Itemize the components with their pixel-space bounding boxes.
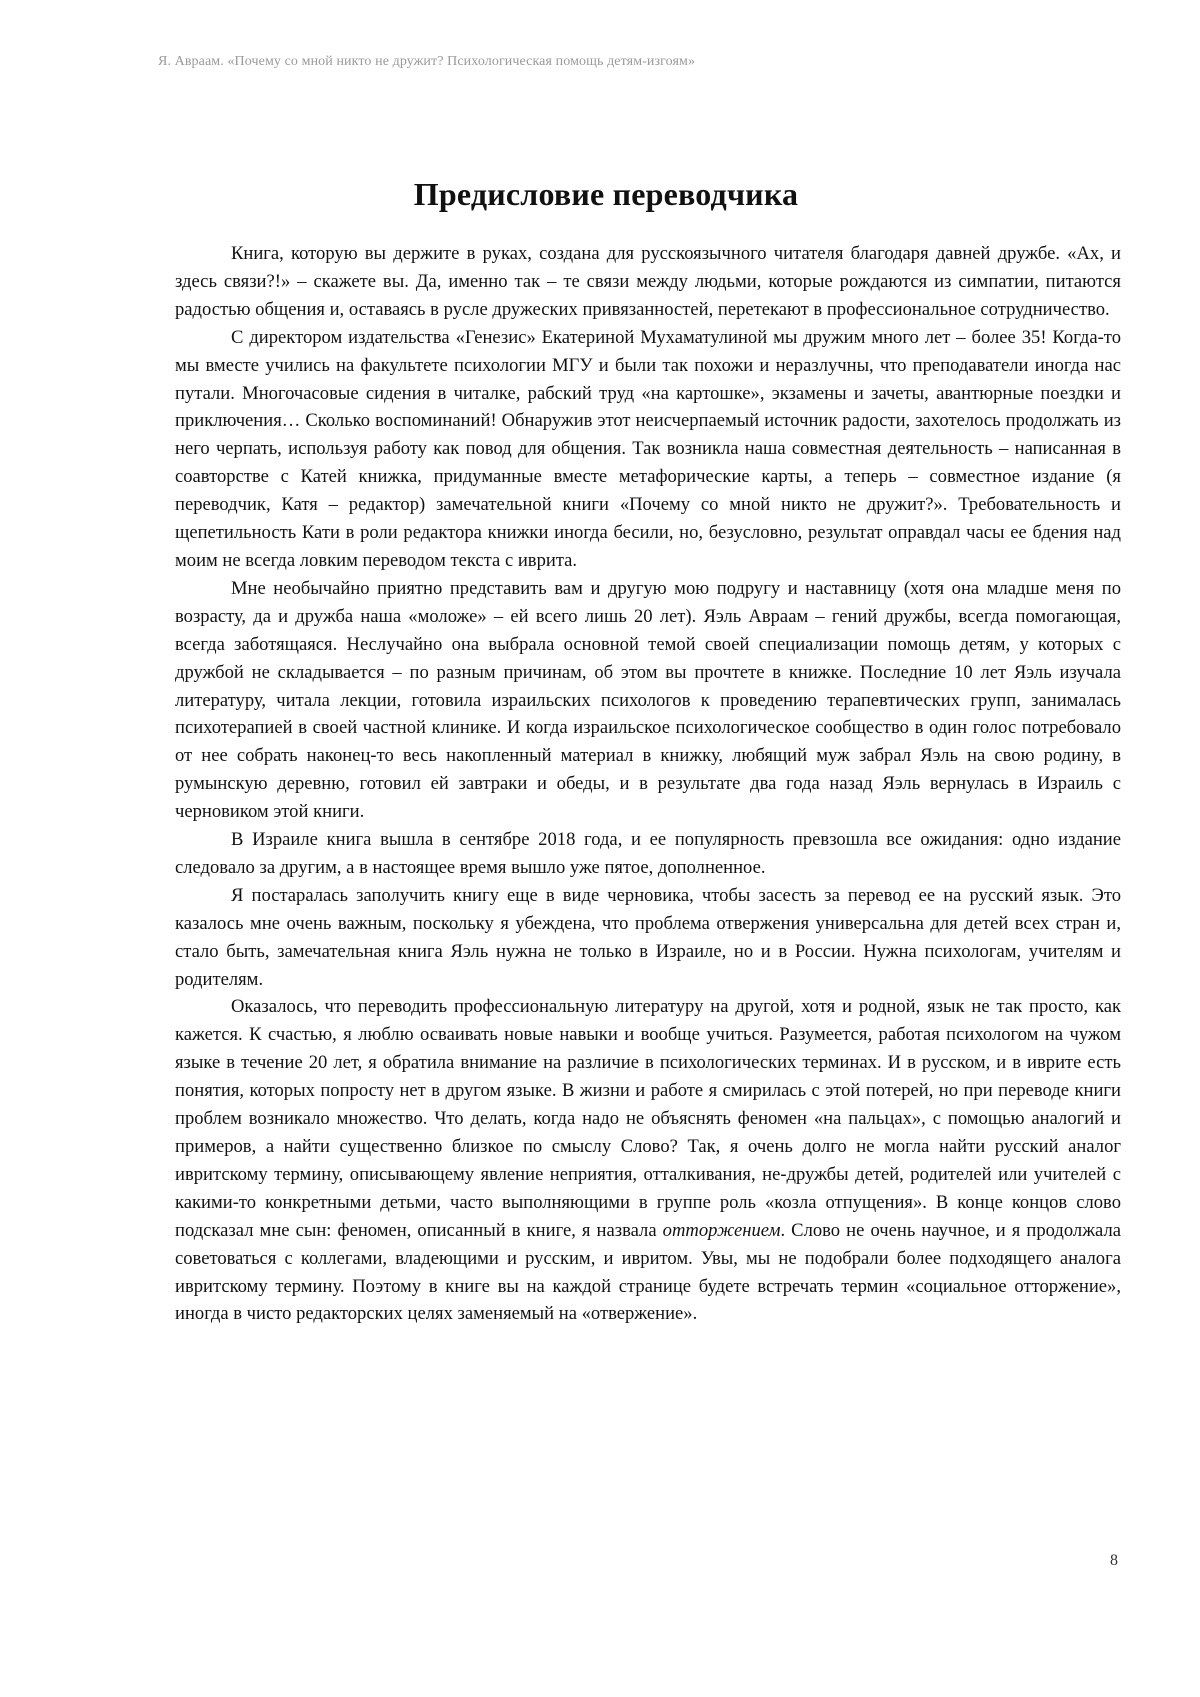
paragraph-3: Мне необычайно приятно представить вам и другую мою подругу и наставницу (хотя она младше меня по возрасту, да и дружба наша «моложе» – ей всего лишь 20 лет). Яэль Авраам – гений дружбы, всегда помогающая, всегда заботящаяся. Неслучайно она выбрала основной темой своей специализации помощь детям, у которых с дружбой не складывается – по разным причинам, об этом вы прочтете в книжке. Последние 10 лет Яэль изучала литературу, читала лекции, готовила израильских психологов к проведению терапевтических групп, занималась психотерапией в своей частной клинике. И когда израильское психологическое сообщество в один голос потребовало от нее собрать наконец-то весь накопленный материал в книжку, любящий муж забрал Яэль на свою родину, в румынскую деревню, готовил ей завтраки и обеды, и в результате два года назад Яэль вернулась в Израиль с черновиком этой книги.: [175, 577, 1121, 823]
body-text: [175, 240, 1121, 1328]
paragraph-5: Я постаралась заполучить книгу еще в виде черновика, чтобы засесть за перевод ее на русский язык. Это казалось мне очень важным, поскольку я убеждена, что проблема отвержения универсальна для детей всех стран и, стало быть, замечательная книга Яэль нужна не только в Израиле, но и в России. Нужна психологам, учителям и родителям.: [175, 884, 1121, 990]
paragraph-6-emphasis: отторжением: [662, 1219, 781, 1241]
page-number: 8: [1110, 1552, 1118, 1569]
page-title: Предисловие переводчика: [413, 176, 799, 212]
paragraph-4: В Израиле книга вышла в сентябре 2018 года, и ее популярность превзошла все ожидания: одно издание следовало за другим, а в настоящее время вышло уже пятое, дополненное.: [175, 829, 1121, 878]
paragraph-1: Книга, которую вы держите в руках, создана для русскоязычного читателя благодаря давней дружбе. «Ах, и здесь связи?!» – скажете вы. Да, именно так – те связи между людьми, которые рождаются из симпатии, питаются радостью общения и, оставаясь в русле дружеских привязанностей, перетекают в профессиональное сотрудничество.: [175, 243, 1121, 320]
paragraph-2: С директором издательства «Генезис» Екатериной Мухаматулиной мы дружим много лет – более 35! Когда-то мы вместе учились на факультете психологии МГУ и были так похожи и неразлучны, что преподаватели иногда нас путали. Многочасовые сидения в читалке, рабский труд «на картошке», экзамены и зачеты, авантюрные поездки и приключения… Сколько воспоминаний! Обнаружив этот неисчерпаемый источник радости, захотелось продолжать из него черпать, используя работу как повод для общения. Так возникла наша совместная деятельность – написанная в соавторстве с Катей книжка, придуманные вместе метафорические карты, а теперь – совместное издание (я переводчик, Катя – редактор) замечательной книги «Почему со мной никто не дружит?». Требовательность и щепетильность Кати в роли редактора книжки иногда бесили, но, безусловно, результат оправдал часы ее бдения над моим не всегда ловким переводом текста с иврита.: [175, 326, 1121, 571]
running-header: Я. Авраам. «Почему со мной никто не дружит? Психологическая помощь детям-изгоям»: [158, 54, 696, 69]
paragraph-6: [175, 993, 1121, 1328]
paragraph-6-text: Оказалось, что переводить профессиональную литературу на другой, хотя и родной, язык не так просто, как кажется. К счастью, я люблю осваивать новые навыки и вообще учиться. Разумеется, работая психологом на чужом языке в течение 20 лет, я обратила внимание на различие в психологических терминах. И в русском, и в иврите есть понятия, которых попросту нет в другом языке. В жизни и работе я смирилась с этой потерей, но при переводе книги проблем возникало множество. Что делать, когда надо не объяснять феномен «на пальцах», с помощью аналогий и примеров, а найти существенно близкое по смыслу Слово? Так, я очень долго не могла найти русский аналог ивритскому термину, описывающему явление неприятия, отталкивания, не-дружбы детей, родителей или учителей с какими-то конкретными детьми, часто выполняющими в группе роль «козла отпущения». В конце концов слово подсказал мне сын: феномен, описанный в книге, я назвала: [175, 996, 1121, 1241]
paragraph-6-continuation: . Слово не очень научное, и я продолжала советоваться с коллегами, владеющими и русским, и ивритом. Увы, мы не подобрали более подходящего аналога ивритскому термину. Поэтому в книге вы на каждой странице будете встречать термин «социальное отторжение», иногда в чисто редакторских целях заменяемый на «отвержение».: [175, 1219, 1121, 1325]
